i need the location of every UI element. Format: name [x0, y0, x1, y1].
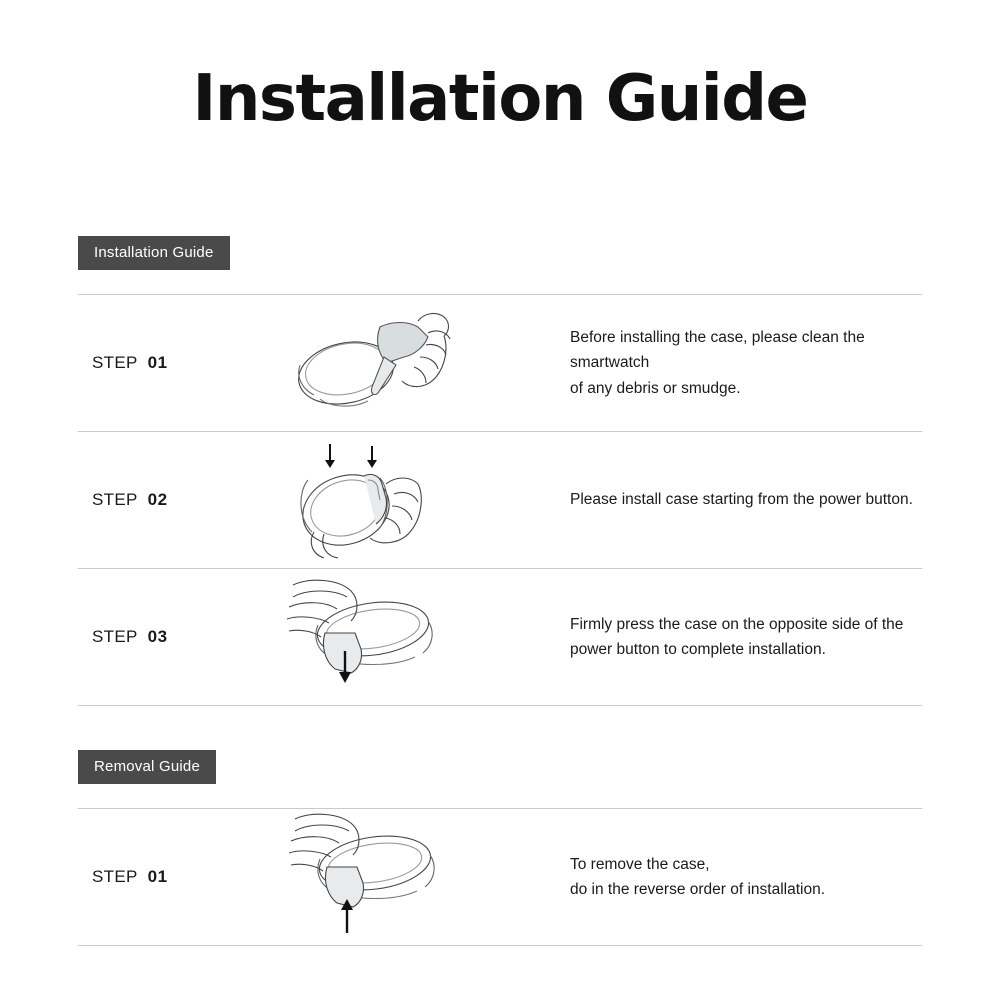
watch-cleaning-cloth-illustration — [238, 295, 498, 432]
table-row — [78, 432, 922, 569]
step-description-install-1 — [498, 325, 922, 400]
installation-steps-table — [78, 294, 922, 706]
description-line: power button to complete installation. — [570, 641, 826, 658]
step-description-install-2 — [498, 487, 922, 512]
section-badge-removal: Removal Guide — [78, 750, 216, 784]
step-number: 02 — [147, 490, 168, 509]
step-word: STEP — [92, 867, 138, 886]
watch-case-press-opposite-side-illustration — [238, 569, 498, 706]
step-word: STEP — [92, 353, 138, 372]
description-line: Firmly press the case on the opposite side of the — [570, 615, 904, 633]
step-word: STEP — [92, 627, 138, 646]
table-row — [78, 295, 922, 432]
step-word: STEP — [92, 490, 138, 509]
watch-case-install-power-button-illustration — [238, 432, 498, 569]
step-number: 03 — [147, 627, 168, 646]
step-number: 01 — [147, 353, 168, 372]
table-row — [78, 569, 922, 706]
step-number: 01 — [147, 867, 168, 886]
step-label-install-1 — [78, 353, 238, 373]
step-label-install-3 — [78, 627, 238, 647]
step-description-removal-1 — [498, 852, 922, 902]
watch-case-removal-illustration — [238, 809, 498, 946]
description-line: of any debris or smudge. — [570, 379, 741, 397]
removal-steps-table — [78, 808, 922, 946]
description-line: do in the reverse order of installation. — [570, 881, 826, 898]
table-row — [78, 809, 922, 946]
installation-section-header — [0, 236, 1000, 270]
step-label-removal-1 — [78, 867, 238, 887]
section-badge-installation: Installation Guide — [78, 236, 230, 270]
description-line: Please install case starting from the power button. — [570, 491, 913, 509]
removal-section-header — [0, 750, 1000, 784]
page-title: Installation Guide — [192, 62, 808, 136]
down-arrow-icon — [325, 444, 377, 468]
description-line: Before installing the case, please clean the smartwatch — [570, 329, 865, 372]
description-line: To remove the case, — [570, 855, 710, 873]
step-label-install-2 — [78, 490, 238, 510]
step-description-install-3 — [498, 612, 922, 662]
